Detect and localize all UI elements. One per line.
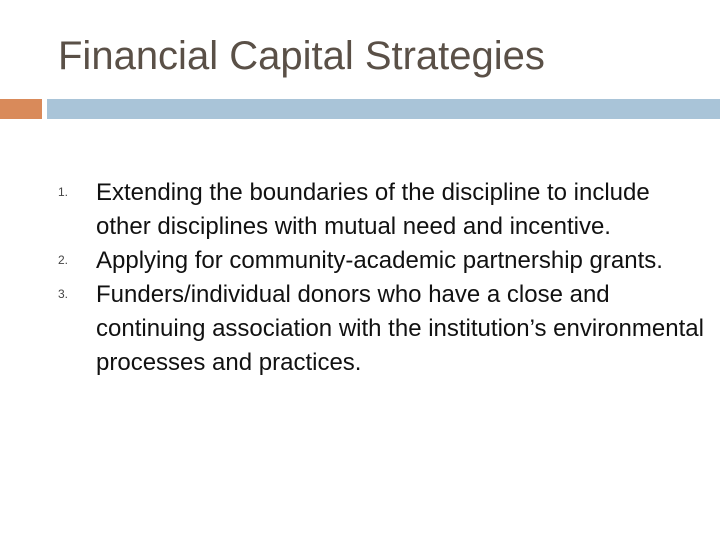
title-rule-bar <box>47 99 720 119</box>
list-item <box>58 176 708 244</box>
list-item <box>58 278 708 380</box>
list-item-number: 2. <box>58 253 69 267</box>
list-item-number: 1. <box>58 185 69 199</box>
list-item-text: Applying for community-academic partnership grants. <box>96 247 663 274</box>
list-item-text: Funders/individual donors who have a close and continuing association with the institution’s environmental processes and practices. <box>96 281 704 376</box>
slide-title: Financial Capital Strategies <box>58 34 545 78</box>
list-item-text: Extending the boundaries of the discipline to include other disciplines with mutual need and incentive. <box>96 179 650 240</box>
title-accent-bar <box>0 99 42 119</box>
list-item <box>58 244 708 278</box>
strategy-list <box>58 176 708 380</box>
list-item-number: 3. <box>58 287 69 301</box>
